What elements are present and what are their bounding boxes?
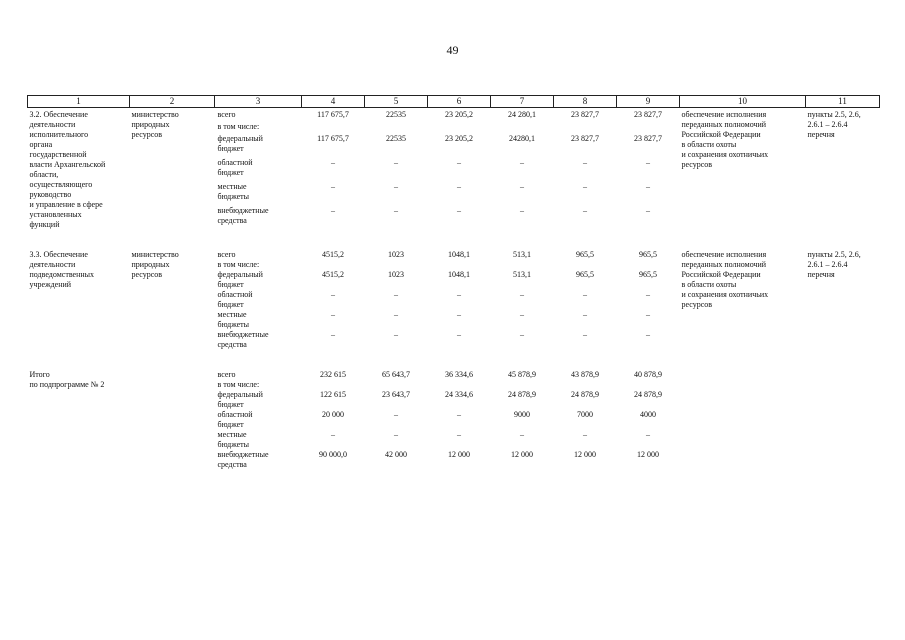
amount-year-1 xyxy=(302,122,365,134)
amount-year-6: – xyxy=(646,310,650,319)
finance-table-wrapper xyxy=(27,95,879,470)
column-number-5: 5 xyxy=(365,96,428,108)
funding-source: местные бюджеты xyxy=(217,310,250,329)
amount-year-6: 4000 xyxy=(640,410,656,419)
expected-result: обеспечение исполнения переданных полномочий Российской Федерации в области охоты и сохранения охотничьих ресурсов xyxy=(681,250,769,309)
funding-source: внебюджетные средства xyxy=(217,330,269,349)
amount-year-5: – xyxy=(583,430,587,439)
funding-source: федеральный бюджет xyxy=(217,134,263,154)
amount-year-1: 4515,2 xyxy=(322,250,344,259)
amount-year-2: 22535 xyxy=(386,110,406,119)
amount-year-6: 965,5 xyxy=(639,270,657,279)
executor-name xyxy=(130,368,215,470)
executor-name: министерство природных ресурсов xyxy=(131,250,179,279)
amount-year-5: 23 827,7 xyxy=(571,110,599,119)
amount-year-2 xyxy=(365,122,428,134)
amount-year-5 xyxy=(554,260,617,270)
column-number-6: 6 xyxy=(428,96,491,108)
amount-year-5: – xyxy=(583,310,587,319)
amount-year-2: – xyxy=(394,330,398,339)
amount-year-1: – xyxy=(331,310,335,319)
amount-year-6: – xyxy=(646,430,650,439)
column-number-7: 7 xyxy=(491,96,554,108)
column-number-2: 2 xyxy=(130,96,215,108)
amount-year-3 xyxy=(428,380,491,390)
block-spacer xyxy=(28,230,880,248)
amount-year-5: 965,5 xyxy=(576,270,594,279)
funding-source: местные бюджеты xyxy=(217,430,250,449)
funding-source: федеральный бюджет xyxy=(217,390,263,409)
amount-year-3: – xyxy=(457,330,461,339)
activity-name: Итого по подпрограмме № 2 xyxy=(29,370,105,389)
block-spacer-cell xyxy=(28,350,880,368)
amount-year-2: 1023 xyxy=(388,250,404,259)
amount-year-3: – xyxy=(457,206,461,216)
amount-year-6: 23 827,7 xyxy=(634,134,662,144)
column-number-1: 1 xyxy=(28,96,130,108)
amount-year-1: 122 615 xyxy=(320,390,346,399)
amount-year-6: – xyxy=(646,330,650,339)
funding-source: внебюджетные средства xyxy=(217,206,269,226)
amount-year-3 xyxy=(428,122,491,134)
funding-source: областной бюджет xyxy=(217,290,253,309)
amount-year-5: – xyxy=(583,182,587,192)
amount-year-2 xyxy=(365,260,428,270)
amount-year-6: 965,5 xyxy=(639,250,657,259)
funding-source: внебюджетные средства xyxy=(217,450,269,469)
amount-year-6: 40 878,9 xyxy=(634,370,662,379)
funding-source: в том числе: xyxy=(217,380,260,389)
amount-year-4: – xyxy=(520,206,524,216)
amount-year-3: – xyxy=(457,430,461,439)
amount-year-2: 65 643,7 xyxy=(382,370,410,379)
amount-year-6 xyxy=(617,260,680,270)
column-number-3: 3 xyxy=(215,96,302,108)
funding-source: всего xyxy=(217,370,236,379)
amount-year-2: – xyxy=(394,206,398,216)
funding-source: областной бюджет xyxy=(217,410,253,429)
amount-year-6: – xyxy=(646,290,650,299)
amount-year-4: – xyxy=(520,430,524,439)
amount-year-1: – xyxy=(331,182,335,192)
amount-year-5 xyxy=(554,122,617,134)
amount-year-2: – xyxy=(394,410,398,419)
funding-source: местные бюджеты xyxy=(217,182,250,202)
amount-year-2: – xyxy=(394,430,398,439)
amount-year-4: 9000 xyxy=(514,410,530,419)
amount-year-4: – xyxy=(520,158,524,168)
finance-table xyxy=(27,95,880,470)
amount-year-4: 45 878,9 xyxy=(508,370,536,379)
amount-year-4: 12 000 xyxy=(511,450,533,459)
amount-year-1: – xyxy=(331,330,335,339)
amount-year-6: 12 000 xyxy=(637,450,659,459)
amount-year-2: – xyxy=(394,182,398,192)
amount-year-2 xyxy=(365,380,428,390)
amount-year-1: – xyxy=(331,158,335,168)
reference-items: пункты 2.5, 2.6, 2.6.1 – 2.6.4 перечня xyxy=(807,250,861,279)
amount-year-4: 24 878,9 xyxy=(508,390,536,399)
amount-year-4: – xyxy=(520,330,524,339)
funding-source: всего xyxy=(217,250,236,259)
amount-year-1: 90 000,0 xyxy=(319,450,347,459)
amount-year-5: – xyxy=(583,206,587,216)
amount-year-5: – xyxy=(583,290,587,299)
block-spacer-cell xyxy=(28,230,880,248)
amount-year-5: 965,5 xyxy=(576,250,594,259)
amount-year-1: 117 675,7 xyxy=(317,110,349,119)
amount-year-3: 12 000 xyxy=(448,450,470,459)
amount-year-3: – xyxy=(457,310,461,319)
amount-year-4: 24280,1 xyxy=(509,134,535,144)
amount-year-2: – xyxy=(394,158,398,168)
funding-source: в том числе: xyxy=(217,260,260,269)
amount-year-3: 1048,1 xyxy=(448,250,470,259)
column-number-row xyxy=(28,96,880,108)
amount-year-2: 42 000 xyxy=(385,450,407,459)
amount-year-3: – xyxy=(457,182,461,192)
column-number-11: 11 xyxy=(806,96,880,108)
expected-result xyxy=(680,368,806,470)
amount-year-1 xyxy=(302,260,365,270)
amount-year-3 xyxy=(428,260,491,270)
amount-year-6: – xyxy=(646,206,650,216)
column-number-9: 9 xyxy=(617,96,680,108)
reference-items: пункты 2.5, 2.6, 2.6.1 – 2.6.4 перечня xyxy=(807,110,861,139)
amount-year-5: 43 878,9 xyxy=(571,370,599,379)
reference-items xyxy=(806,368,880,470)
page-number: 49 xyxy=(446,43,459,57)
amount-year-4: 513,1 xyxy=(513,250,531,259)
amount-year-4: – xyxy=(520,310,524,319)
amount-year-1: 4515,2 xyxy=(322,270,344,279)
amount-year-5: 12 000 xyxy=(574,450,596,459)
amount-year-1: 232 615 xyxy=(320,370,346,379)
amount-year-2: – xyxy=(394,290,398,299)
amount-year-4: 24 280,1 xyxy=(508,110,536,119)
amount-year-6: – xyxy=(646,182,650,192)
amount-year-3: 36 334,6 xyxy=(445,370,473,379)
funding-source: областной бюджет xyxy=(217,158,253,178)
expected-result: обеспечение исполнения переданных полномочий Российской Федерации в области охоты и сохранения охотничьих ресурсов xyxy=(681,110,769,169)
table-row xyxy=(28,368,880,380)
amount-year-6: 24 878,9 xyxy=(634,390,662,399)
amount-year-2: – xyxy=(394,310,398,319)
activity-name: 3.3. Обеспечение деятельности подведомственных учреждений xyxy=(29,250,95,289)
amount-year-1: 20 000 xyxy=(322,410,344,419)
column-number-4: 4 xyxy=(302,96,365,108)
executor-name: министерство природных ресурсов xyxy=(131,110,179,139)
amount-year-2: 1023 xyxy=(388,270,404,279)
amount-year-5: – xyxy=(583,158,587,168)
column-number-8: 8 xyxy=(554,96,617,108)
amount-year-3: – xyxy=(457,290,461,299)
amount-year-4: 513,1 xyxy=(513,270,531,279)
column-number-10: 10 xyxy=(680,96,806,108)
amount-year-4: – xyxy=(520,182,524,192)
amount-year-5: 7000 xyxy=(577,410,593,419)
amount-year-3: – xyxy=(457,410,461,419)
amount-year-6 xyxy=(617,122,680,134)
table-row xyxy=(28,248,880,260)
table-row xyxy=(28,108,880,123)
funding-source: федеральный бюджет xyxy=(217,270,263,289)
amount-year-1: – xyxy=(331,290,335,299)
amount-year-4 xyxy=(491,122,554,134)
amount-year-2: 22535 xyxy=(386,134,406,144)
amount-year-1: – xyxy=(331,430,335,439)
amount-year-1 xyxy=(302,380,365,390)
amount-year-1: – xyxy=(331,206,335,216)
finance-table-body xyxy=(28,96,880,471)
amount-year-5 xyxy=(554,380,617,390)
funding-source: всего xyxy=(217,110,236,119)
amount-year-3: – xyxy=(457,158,461,168)
amount-year-4 xyxy=(491,380,554,390)
amount-year-2: 23 643,7 xyxy=(382,390,410,399)
amount-year-5: 24 878,9 xyxy=(571,390,599,399)
amount-year-1: 117 675,7 xyxy=(317,134,349,144)
amount-year-3: 24 334,6 xyxy=(445,390,473,399)
funding-source: в том числе: xyxy=(217,122,260,132)
amount-year-4 xyxy=(491,260,554,270)
amount-year-4: – xyxy=(520,290,524,299)
amount-year-3: 23 205,2 xyxy=(445,134,473,144)
block-spacer xyxy=(28,350,880,368)
amount-year-6 xyxy=(617,380,680,390)
amount-year-6: – xyxy=(646,158,650,168)
amount-year-3: 23 205,2 xyxy=(445,110,473,119)
amount-year-5: 23 827,7 xyxy=(571,134,599,144)
amount-year-5: – xyxy=(583,330,587,339)
amount-year-3: 1048,1 xyxy=(448,270,470,279)
activity-name: 3.2. Обеспечение деятельности исполнительного органа государственной власти Архангельской области, осуществляющего руководство и управление в сфере установленных функций xyxy=(29,110,106,229)
amount-year-6: 23 827,7 xyxy=(634,110,662,119)
